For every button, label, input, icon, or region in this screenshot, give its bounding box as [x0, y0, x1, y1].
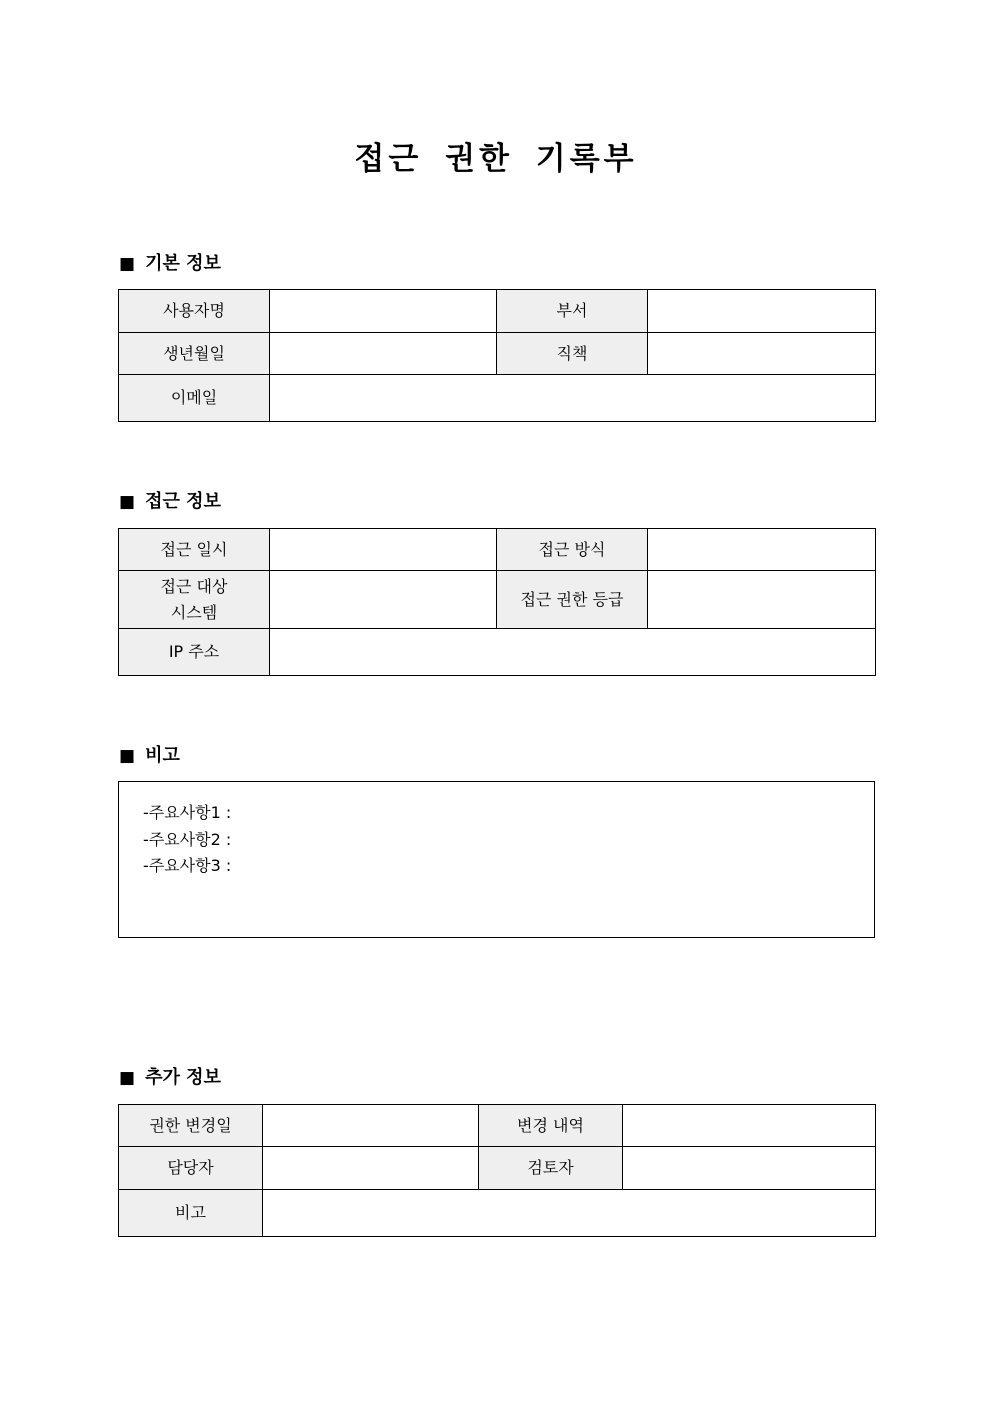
field-target-system[interactable] — [270, 571, 497, 629]
field-ip-address[interactable] — [270, 629, 876, 676]
section-heading-basic — [119, 252, 221, 276]
remarks-list — [119, 782, 874, 880]
label-reviewer: 검토자 — [479, 1147, 623, 1190]
label-access-datetime: 접근 일시 — [119, 529, 270, 571]
field-position[interactable] — [648, 333, 876, 375]
remarks-item-3: -주요사항3 : — [143, 856, 232, 875]
section-title: 기본 정보 — [145, 253, 221, 274]
remarks-box[interactable] — [118, 781, 875, 938]
additional-info-table — [118, 1104, 876, 1237]
field-user-name[interactable] — [270, 290, 497, 333]
square-bullet-icon: ■ — [119, 492, 136, 512]
section-title: 추가 정보 — [145, 1067, 221, 1088]
label-note: 비고 — [119, 1190, 263, 1237]
square-bullet-icon: ■ — [119, 254, 136, 274]
field-access-datetime[interactable] — [270, 529, 497, 571]
field-change-date[interactable] — [263, 1105, 479, 1147]
label-change-date: 권한 변경일 — [119, 1105, 263, 1147]
access-info-table — [118, 528, 876, 676]
section-heading-remarks — [119, 744, 180, 768]
label-access-level: 접근 권한 등급 — [497, 571, 648, 629]
section-title: 비고 — [145, 745, 180, 766]
label-manager: 담당자 — [119, 1147, 263, 1190]
field-department[interactable] — [648, 290, 876, 333]
section-heading-access — [119, 490, 221, 514]
document-title: 접근 권한 기록부 — [354, 141, 638, 177]
label-target-system-line1: 접근 대상 — [160, 576, 228, 596]
section-title: 접근 정보 — [145, 491, 221, 512]
field-access-level[interactable] — [648, 571, 876, 629]
square-bullet-icon: ■ — [119, 1068, 136, 1088]
basic-info-table — [118, 289, 876, 422]
label-ip-address: IP 주소 — [119, 629, 270, 676]
label-access-method: 접근 방식 — [497, 529, 648, 571]
field-email[interactable] — [270, 375, 876, 422]
field-birth-date[interactable] — [270, 333, 497, 375]
remarks-item-1: -주요사항1 : — [143, 803, 232, 822]
section-heading-additional — [119, 1066, 221, 1090]
label-user-name: 사용자명 — [119, 290, 270, 333]
label-target-system-line2: 시스템 — [170, 602, 218, 622]
remarks-item-2: -주요사항2 : — [143, 829, 232, 849]
field-access-method[interactable] — [648, 529, 876, 571]
field-manager[interactable] — [263, 1147, 479, 1190]
label-change-details: 변경 내역 — [479, 1105, 623, 1147]
square-bullet-icon: ■ — [119, 746, 136, 766]
label-department: 부서 — [497, 290, 648, 333]
label-birth-date: 생년월일 — [119, 333, 270, 375]
field-note[interactable] — [263, 1190, 876, 1237]
field-change-details[interactable] — [623, 1105, 876, 1147]
field-reviewer[interactable] — [623, 1147, 876, 1190]
label-email: 이메일 — [119, 375, 270, 422]
label-position: 직책 — [497, 333, 648, 375]
label-target-system — [119, 571, 270, 629]
